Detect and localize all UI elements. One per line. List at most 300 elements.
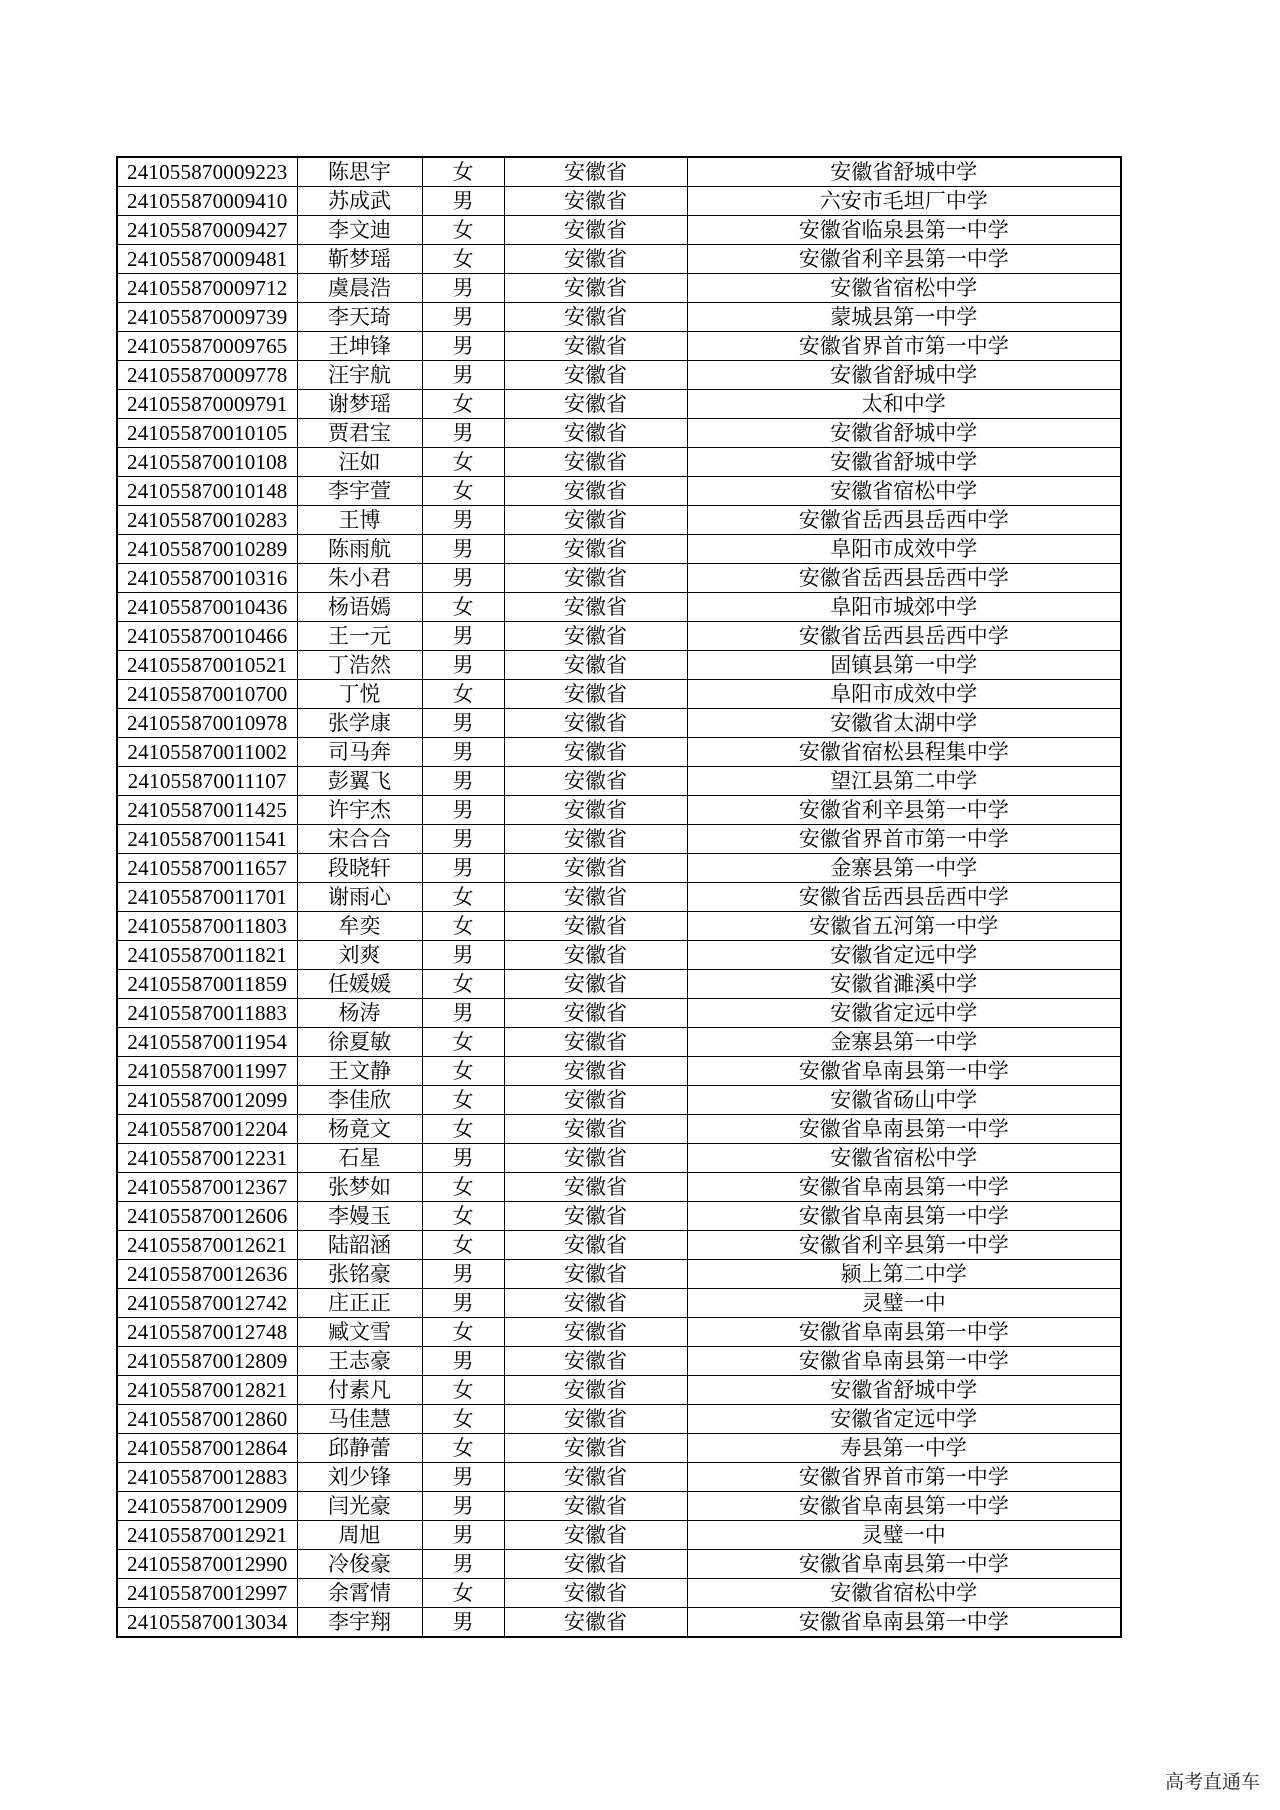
school-cell: 安徽省定远中学 [687, 941, 1121, 970]
student-name-cell: 陈思宇 [297, 157, 422, 187]
gender-cell: 男 [422, 738, 504, 767]
student-name-cell: 谢雨心 [297, 883, 422, 912]
province-cell: 安徽省 [504, 1202, 687, 1231]
exam-number-cell: 241055870010466 [117, 622, 297, 651]
school-cell: 阜阳市成效中学 [687, 680, 1121, 709]
student-name-cell: 宋合合 [297, 825, 422, 854]
school-cell: 安徽省宿松中学 [687, 477, 1121, 506]
exam-number-cell: 241055870011883 [117, 999, 297, 1028]
province-cell: 安徽省 [504, 1608, 687, 1638]
province-cell: 安徽省 [504, 419, 687, 448]
table-row [117, 245, 1121, 274]
school-cell: 安徽省阜南县第一中学 [687, 1057, 1121, 1086]
exam-number-cell: 241055870010436 [117, 593, 297, 622]
exam-number-cell: 241055870010108 [117, 448, 297, 477]
exam-number-cell: 241055870011803 [117, 912, 297, 941]
student-name-cell: 邱静蕾 [297, 1434, 422, 1463]
province-cell: 安徽省 [504, 535, 687, 564]
gender-cell: 男 [422, 1492, 504, 1521]
province-cell: 安徽省 [504, 1028, 687, 1057]
student-name-cell: 靳梦瑶 [297, 245, 422, 274]
gender-cell: 男 [422, 651, 504, 680]
student-name-cell: 李嫚玉 [297, 1202, 422, 1231]
school-cell: 安徽省太湖中学 [687, 709, 1121, 738]
province-cell: 安徽省 [504, 825, 687, 854]
table-row [117, 535, 1121, 564]
student-name-cell: 刘少锋 [297, 1463, 422, 1492]
exam-number-cell: 241055870011701 [117, 883, 297, 912]
province-cell: 安徽省 [504, 216, 687, 245]
gender-cell: 男 [422, 1260, 504, 1289]
exam-number-cell: 241055870012864 [117, 1434, 297, 1463]
watermark-text: 高考直通车 [1164, 1771, 1260, 1793]
province-cell: 安徽省 [504, 157, 687, 187]
student-name-cell: 庄正正 [297, 1289, 422, 1318]
school-cell: 安徽省阜南县第一中学 [687, 1202, 1121, 1231]
table-row [117, 825, 1121, 854]
exam-number-cell: 241055870009427 [117, 216, 297, 245]
table-row [117, 1463, 1121, 1492]
gender-cell: 女 [422, 1231, 504, 1260]
table-row [117, 303, 1121, 332]
exam-number-cell: 241055870011002 [117, 738, 297, 767]
table-row [117, 390, 1121, 419]
table-row [117, 1521, 1121, 1550]
gender-cell: 男 [422, 1550, 504, 1579]
student-name-cell: 彭翼飞 [297, 767, 422, 796]
student-name-cell: 汪宇航 [297, 361, 422, 390]
school-cell: 金寨县第一中学 [687, 1028, 1121, 1057]
exam-number-cell: 241055870009410 [117, 187, 297, 216]
table-row [117, 1144, 1121, 1173]
school-cell: 安徽省舒城中学 [687, 157, 1121, 187]
student-name-cell: 陆韶涵 [297, 1231, 422, 1260]
table-row [117, 274, 1121, 303]
exam-number-cell: 241055870010521 [117, 651, 297, 680]
province-cell: 安徽省 [504, 303, 687, 332]
table-row [117, 1376, 1121, 1405]
school-cell: 灵璧一中 [687, 1289, 1121, 1318]
gender-cell: 男 [422, 187, 504, 216]
gender-cell: 男 [422, 1521, 504, 1550]
student-name-cell: 汪如 [297, 448, 422, 477]
exam-number-cell: 241055870011954 [117, 1028, 297, 1057]
gender-cell: 女 [422, 593, 504, 622]
table-row [117, 941, 1121, 970]
exam-number-cell: 241055870012742 [117, 1289, 297, 1318]
student-name-cell: 周旭 [297, 1521, 422, 1550]
exam-number-cell: 241055870011821 [117, 941, 297, 970]
table-row [117, 361, 1121, 390]
gender-cell: 男 [422, 419, 504, 448]
exam-number-cell: 241055870012990 [117, 1550, 297, 1579]
school-cell: 蒙城县第一中学 [687, 303, 1121, 332]
exam-number-cell: 241055870012809 [117, 1347, 297, 1376]
exam-number-cell: 241055870010289 [117, 535, 297, 564]
gender-cell: 女 [422, 1115, 504, 1144]
school-cell: 安徽省砀山中学 [687, 1086, 1121, 1115]
province-cell: 安徽省 [504, 680, 687, 709]
school-cell: 安徽省阜南县第一中学 [687, 1492, 1121, 1521]
province-cell: 安徽省 [504, 796, 687, 825]
gender-cell: 女 [422, 477, 504, 506]
table-row [117, 1115, 1121, 1144]
student-name-cell: 贾君宝 [297, 419, 422, 448]
school-cell: 灵璧一中 [687, 1521, 1121, 1550]
gender-cell: 男 [422, 767, 504, 796]
gender-cell: 男 [422, 564, 504, 593]
province-cell: 安徽省 [504, 912, 687, 941]
school-cell: 安徽省舒城中学 [687, 1376, 1121, 1405]
gender-cell: 女 [422, 448, 504, 477]
province-cell: 安徽省 [504, 1173, 687, 1202]
exam-number-cell: 241055870011541 [117, 825, 297, 854]
gender-cell: 男 [422, 1608, 504, 1638]
province-cell: 安徽省 [504, 506, 687, 535]
exam-number-cell: 241055870012909 [117, 1492, 297, 1521]
school-cell: 安徽省岳西县岳西中学 [687, 622, 1121, 651]
school-cell: 安徽省阜南县第一中学 [687, 1115, 1121, 1144]
table-row [117, 506, 1121, 535]
province-cell: 安徽省 [504, 1347, 687, 1376]
table-row [117, 970, 1121, 999]
student-name-cell: 李天琦 [297, 303, 422, 332]
school-cell: 安徽省阜南县第一中学 [687, 1347, 1121, 1376]
exam-number-cell: 241055870009481 [117, 245, 297, 274]
student-name-cell: 牟奕 [297, 912, 422, 941]
gender-cell: 女 [422, 883, 504, 912]
exam-number-cell: 241055870012997 [117, 1579, 297, 1608]
gender-cell: 女 [422, 1028, 504, 1057]
student-name-cell: 臧文雪 [297, 1318, 422, 1347]
exam-number-cell: 241055870009791 [117, 390, 297, 419]
exam-number-cell: 241055870010978 [117, 709, 297, 738]
gender-cell: 女 [422, 157, 504, 187]
school-cell: 阜阳市成效中学 [687, 535, 1121, 564]
exam-number-cell: 241055870012231 [117, 1144, 297, 1173]
exam-number-cell: 241055870010283 [117, 506, 297, 535]
gender-cell: 男 [422, 796, 504, 825]
exam-number-cell: 241055870009712 [117, 274, 297, 303]
student-name-cell: 许宇杰 [297, 796, 422, 825]
table-row [117, 622, 1121, 651]
student-name-cell: 陈雨航 [297, 535, 422, 564]
table-row [117, 1173, 1121, 1202]
student-name-cell: 张铭豪 [297, 1260, 422, 1289]
school-cell: 安徽省界首市第一中学 [687, 332, 1121, 361]
table-row [117, 157, 1121, 187]
gender-cell: 女 [422, 970, 504, 999]
school-cell: 安徽省利辛县第一中学 [687, 1231, 1121, 1260]
gender-cell: 女 [422, 1405, 504, 1434]
exam-number-cell: 241055870009765 [117, 332, 297, 361]
student-name-cell: 段晓轩 [297, 854, 422, 883]
table-row [117, 419, 1121, 448]
table-row [117, 738, 1121, 767]
table-row [117, 883, 1121, 912]
exam-number-cell: 241055870012921 [117, 1521, 297, 1550]
school-cell: 安徽省宿松中学 [687, 1579, 1121, 1608]
exam-number-cell: 241055870012204 [117, 1115, 297, 1144]
table-row [117, 593, 1121, 622]
exam-number-cell: 241055870013034 [117, 1608, 297, 1638]
province-cell: 安徽省 [504, 1318, 687, 1347]
student-name-cell: 丁悦 [297, 680, 422, 709]
gender-cell: 男 [422, 361, 504, 390]
exam-number-cell: 241055870012621 [117, 1231, 297, 1260]
student-name-cell: 司马奔 [297, 738, 422, 767]
gender-cell: 男 [422, 1289, 504, 1318]
student-name-cell: 谢梦瑶 [297, 390, 422, 419]
province-cell: 安徽省 [504, 1231, 687, 1260]
gender-cell: 男 [422, 825, 504, 854]
table-row [117, 1086, 1121, 1115]
table-row [117, 651, 1121, 680]
table-row [117, 1550, 1121, 1579]
roster-table-body [117, 157, 1121, 1637]
gender-cell: 男 [422, 709, 504, 738]
table-row [117, 912, 1121, 941]
province-cell: 安徽省 [504, 332, 687, 361]
exam-number-cell: 241055870012883 [117, 1463, 297, 1492]
table-row [117, 1405, 1121, 1434]
school-cell: 太和中学 [687, 390, 1121, 419]
school-cell: 安徽省定远中学 [687, 1405, 1121, 1434]
student-name-cell: 石星 [297, 1144, 422, 1173]
exam-number-cell: 241055870012606 [117, 1202, 297, 1231]
province-cell: 安徽省 [504, 274, 687, 303]
school-cell: 安徽省阜南县第一中学 [687, 1608, 1121, 1638]
school-cell: 六安市毛坦厂中学 [687, 187, 1121, 216]
exam-number-cell: 241055870012821 [117, 1376, 297, 1405]
school-cell: 金寨县第一中学 [687, 854, 1121, 883]
table-row [117, 796, 1121, 825]
gender-cell: 女 [422, 680, 504, 709]
gender-cell: 女 [422, 1057, 504, 1086]
student-name-cell: 王博 [297, 506, 422, 535]
gender-cell: 女 [422, 1086, 504, 1115]
province-cell: 安徽省 [504, 477, 687, 506]
province-cell: 安徽省 [504, 1463, 687, 1492]
exam-number-cell: 241055870010148 [117, 477, 297, 506]
province-cell: 安徽省 [504, 1376, 687, 1405]
gender-cell: 女 [422, 1173, 504, 1202]
student-name-cell: 闫光豪 [297, 1492, 422, 1521]
exam-number-cell: 241055870011859 [117, 970, 297, 999]
school-cell: 安徽省宿松中学 [687, 274, 1121, 303]
table-row [117, 1492, 1121, 1521]
table-row [117, 1202, 1121, 1231]
province-cell: 安徽省 [504, 187, 687, 216]
exam-number-cell: 241055870010105 [117, 419, 297, 448]
school-cell: 安徽省界首市第一中学 [687, 1463, 1121, 1492]
gender-cell: 男 [422, 535, 504, 564]
province-cell: 安徽省 [504, 622, 687, 651]
school-cell: 安徽省界首市第一中学 [687, 825, 1121, 854]
table-row [117, 709, 1121, 738]
table-row [117, 854, 1121, 883]
school-cell: 安徽省利辛县第一中学 [687, 796, 1121, 825]
province-cell: 安徽省 [504, 245, 687, 274]
province-cell: 安徽省 [504, 1579, 687, 1608]
student-name-cell: 王一元 [297, 622, 422, 651]
student-name-cell: 丁浩然 [297, 651, 422, 680]
school-cell: 安徽省阜南县第一中学 [687, 1318, 1121, 1347]
province-cell: 安徽省 [504, 738, 687, 767]
school-cell: 安徽省岳西县岳西中学 [687, 564, 1121, 593]
table-row [117, 332, 1121, 361]
province-cell: 安徽省 [504, 1144, 687, 1173]
province-cell: 安徽省 [504, 941, 687, 970]
province-cell: 安徽省 [504, 1492, 687, 1521]
gender-cell: 女 [422, 1376, 504, 1405]
school-cell: 安徽省宿松中学 [687, 1144, 1121, 1173]
gender-cell: 女 [422, 216, 504, 245]
table-row [117, 1028, 1121, 1057]
gender-cell: 女 [422, 390, 504, 419]
province-cell: 安徽省 [504, 361, 687, 390]
table-row [117, 448, 1121, 477]
exam-number-cell: 241055870010700 [117, 680, 297, 709]
school-cell: 安徽省舒城中学 [687, 361, 1121, 390]
school-cell: 安徽省阜南县第一中学 [687, 1173, 1121, 1202]
student-name-cell: 李宇萱 [297, 477, 422, 506]
student-name-cell: 刘爽 [297, 941, 422, 970]
gender-cell: 男 [422, 1144, 504, 1173]
gender-cell: 男 [422, 941, 504, 970]
province-cell: 安徽省 [504, 1550, 687, 1579]
province-cell: 安徽省 [504, 709, 687, 738]
student-name-cell: 苏成武 [297, 187, 422, 216]
exam-number-cell: 241055870010316 [117, 564, 297, 593]
province-cell: 安徽省 [504, 1260, 687, 1289]
table-row [117, 1579, 1121, 1608]
school-cell: 安徽省岳西县岳西中学 [687, 506, 1121, 535]
table-row [117, 477, 1121, 506]
exam-number-cell: 241055870012636 [117, 1260, 297, 1289]
school-cell: 颍上第二中学 [687, 1260, 1121, 1289]
gender-cell: 女 [422, 1202, 504, 1231]
exam-number-cell: 241055870011657 [117, 854, 297, 883]
school-cell: 安徽省舒城中学 [687, 448, 1121, 477]
exam-number-cell: 241055870012367 [117, 1173, 297, 1202]
province-cell: 安徽省 [504, 1057, 687, 1086]
student-name-cell: 徐夏敏 [297, 1028, 422, 1057]
school-cell: 安徽省岳西县岳西中学 [687, 883, 1121, 912]
gender-cell: 男 [422, 999, 504, 1028]
table-row [117, 1318, 1121, 1347]
exam-number-cell: 241055870011997 [117, 1057, 297, 1086]
exam-number-cell: 241055870011425 [117, 796, 297, 825]
gender-cell: 男 [422, 332, 504, 361]
province-cell: 安徽省 [504, 651, 687, 680]
school-cell: 安徽省临泉县第一中学 [687, 216, 1121, 245]
school-cell: 安徽省濉溪中学 [687, 970, 1121, 999]
student-name-cell: 李文迪 [297, 216, 422, 245]
student-name-cell: 冷俊豪 [297, 1550, 422, 1579]
province-cell: 安徽省 [504, 448, 687, 477]
student-name-cell: 任媛媛 [297, 970, 422, 999]
gender-cell: 男 [422, 506, 504, 535]
gender-cell: 男 [422, 303, 504, 332]
student-name-cell: 李佳欣 [297, 1086, 422, 1115]
exam-number-cell: 241055870012099 [117, 1086, 297, 1115]
table-row [117, 999, 1121, 1028]
province-cell: 安徽省 [504, 1405, 687, 1434]
student-name-cell: 虞晨浩 [297, 274, 422, 303]
table-row [117, 1057, 1121, 1086]
school-cell: 安徽省宿松县程集中学 [687, 738, 1121, 767]
school-cell: 安徽省舒城中学 [687, 419, 1121, 448]
province-cell: 安徽省 [504, 1086, 687, 1115]
province-cell: 安徽省 [504, 767, 687, 796]
student-name-cell: 王文静 [297, 1057, 422, 1086]
school-cell: 固镇县第一中学 [687, 651, 1121, 680]
student-name-cell: 杨竟文 [297, 1115, 422, 1144]
table-row [117, 680, 1121, 709]
student-roster-table [116, 156, 1122, 1638]
province-cell: 安徽省 [504, 390, 687, 419]
province-cell: 安徽省 [504, 1289, 687, 1318]
gender-cell: 男 [422, 854, 504, 883]
table-row [117, 1260, 1121, 1289]
student-name-cell: 余霄情 [297, 1579, 422, 1608]
gender-cell: 男 [422, 1463, 504, 1492]
school-cell: 望江县第二中学 [687, 767, 1121, 796]
exam-number-cell: 241055870012860 [117, 1405, 297, 1434]
table-row [117, 1347, 1121, 1376]
gender-cell: 男 [422, 274, 504, 303]
gender-cell: 女 [422, 1579, 504, 1608]
table-row [117, 1608, 1121, 1638]
table-row [117, 1231, 1121, 1260]
gender-cell: 男 [422, 622, 504, 651]
gender-cell: 女 [422, 245, 504, 274]
gender-cell: 女 [422, 1318, 504, 1347]
student-name-cell: 朱小君 [297, 564, 422, 593]
school-cell: 阜阳市城郊中学 [687, 593, 1121, 622]
school-cell: 安徽省阜南县第一中学 [687, 1550, 1121, 1579]
province-cell: 安徽省 [504, 883, 687, 912]
school-cell: 安徽省利辛县第一中学 [687, 245, 1121, 274]
table-row [117, 767, 1121, 796]
province-cell: 安徽省 [504, 1115, 687, 1144]
exam-number-cell: 241055870009778 [117, 361, 297, 390]
province-cell: 安徽省 [504, 854, 687, 883]
gender-cell: 女 [422, 912, 504, 941]
province-cell: 安徽省 [504, 970, 687, 999]
gender-cell: 男 [422, 1347, 504, 1376]
province-cell: 安徽省 [504, 1434, 687, 1463]
exam-number-cell: 241055870011107 [117, 767, 297, 796]
exam-number-cell: 241055870012748 [117, 1318, 297, 1347]
student-name-cell: 王志豪 [297, 1347, 422, 1376]
gender-cell: 女 [422, 1434, 504, 1463]
student-name-cell: 马佳慧 [297, 1405, 422, 1434]
exam-number-cell: 241055870009223 [117, 157, 297, 187]
school-cell: 寿县第一中学 [687, 1434, 1121, 1463]
table-row [117, 1434, 1121, 1463]
student-name-cell: 杨语嫣 [297, 593, 422, 622]
student-name-cell: 杨涛 [297, 999, 422, 1028]
province-cell: 安徽省 [504, 564, 687, 593]
student-name-cell: 张梦如 [297, 1173, 422, 1202]
student-name-cell: 张学康 [297, 709, 422, 738]
table-row [117, 187, 1121, 216]
school-cell: 安徽省定远中学 [687, 999, 1121, 1028]
table-row [117, 216, 1121, 245]
table-row [117, 564, 1121, 593]
